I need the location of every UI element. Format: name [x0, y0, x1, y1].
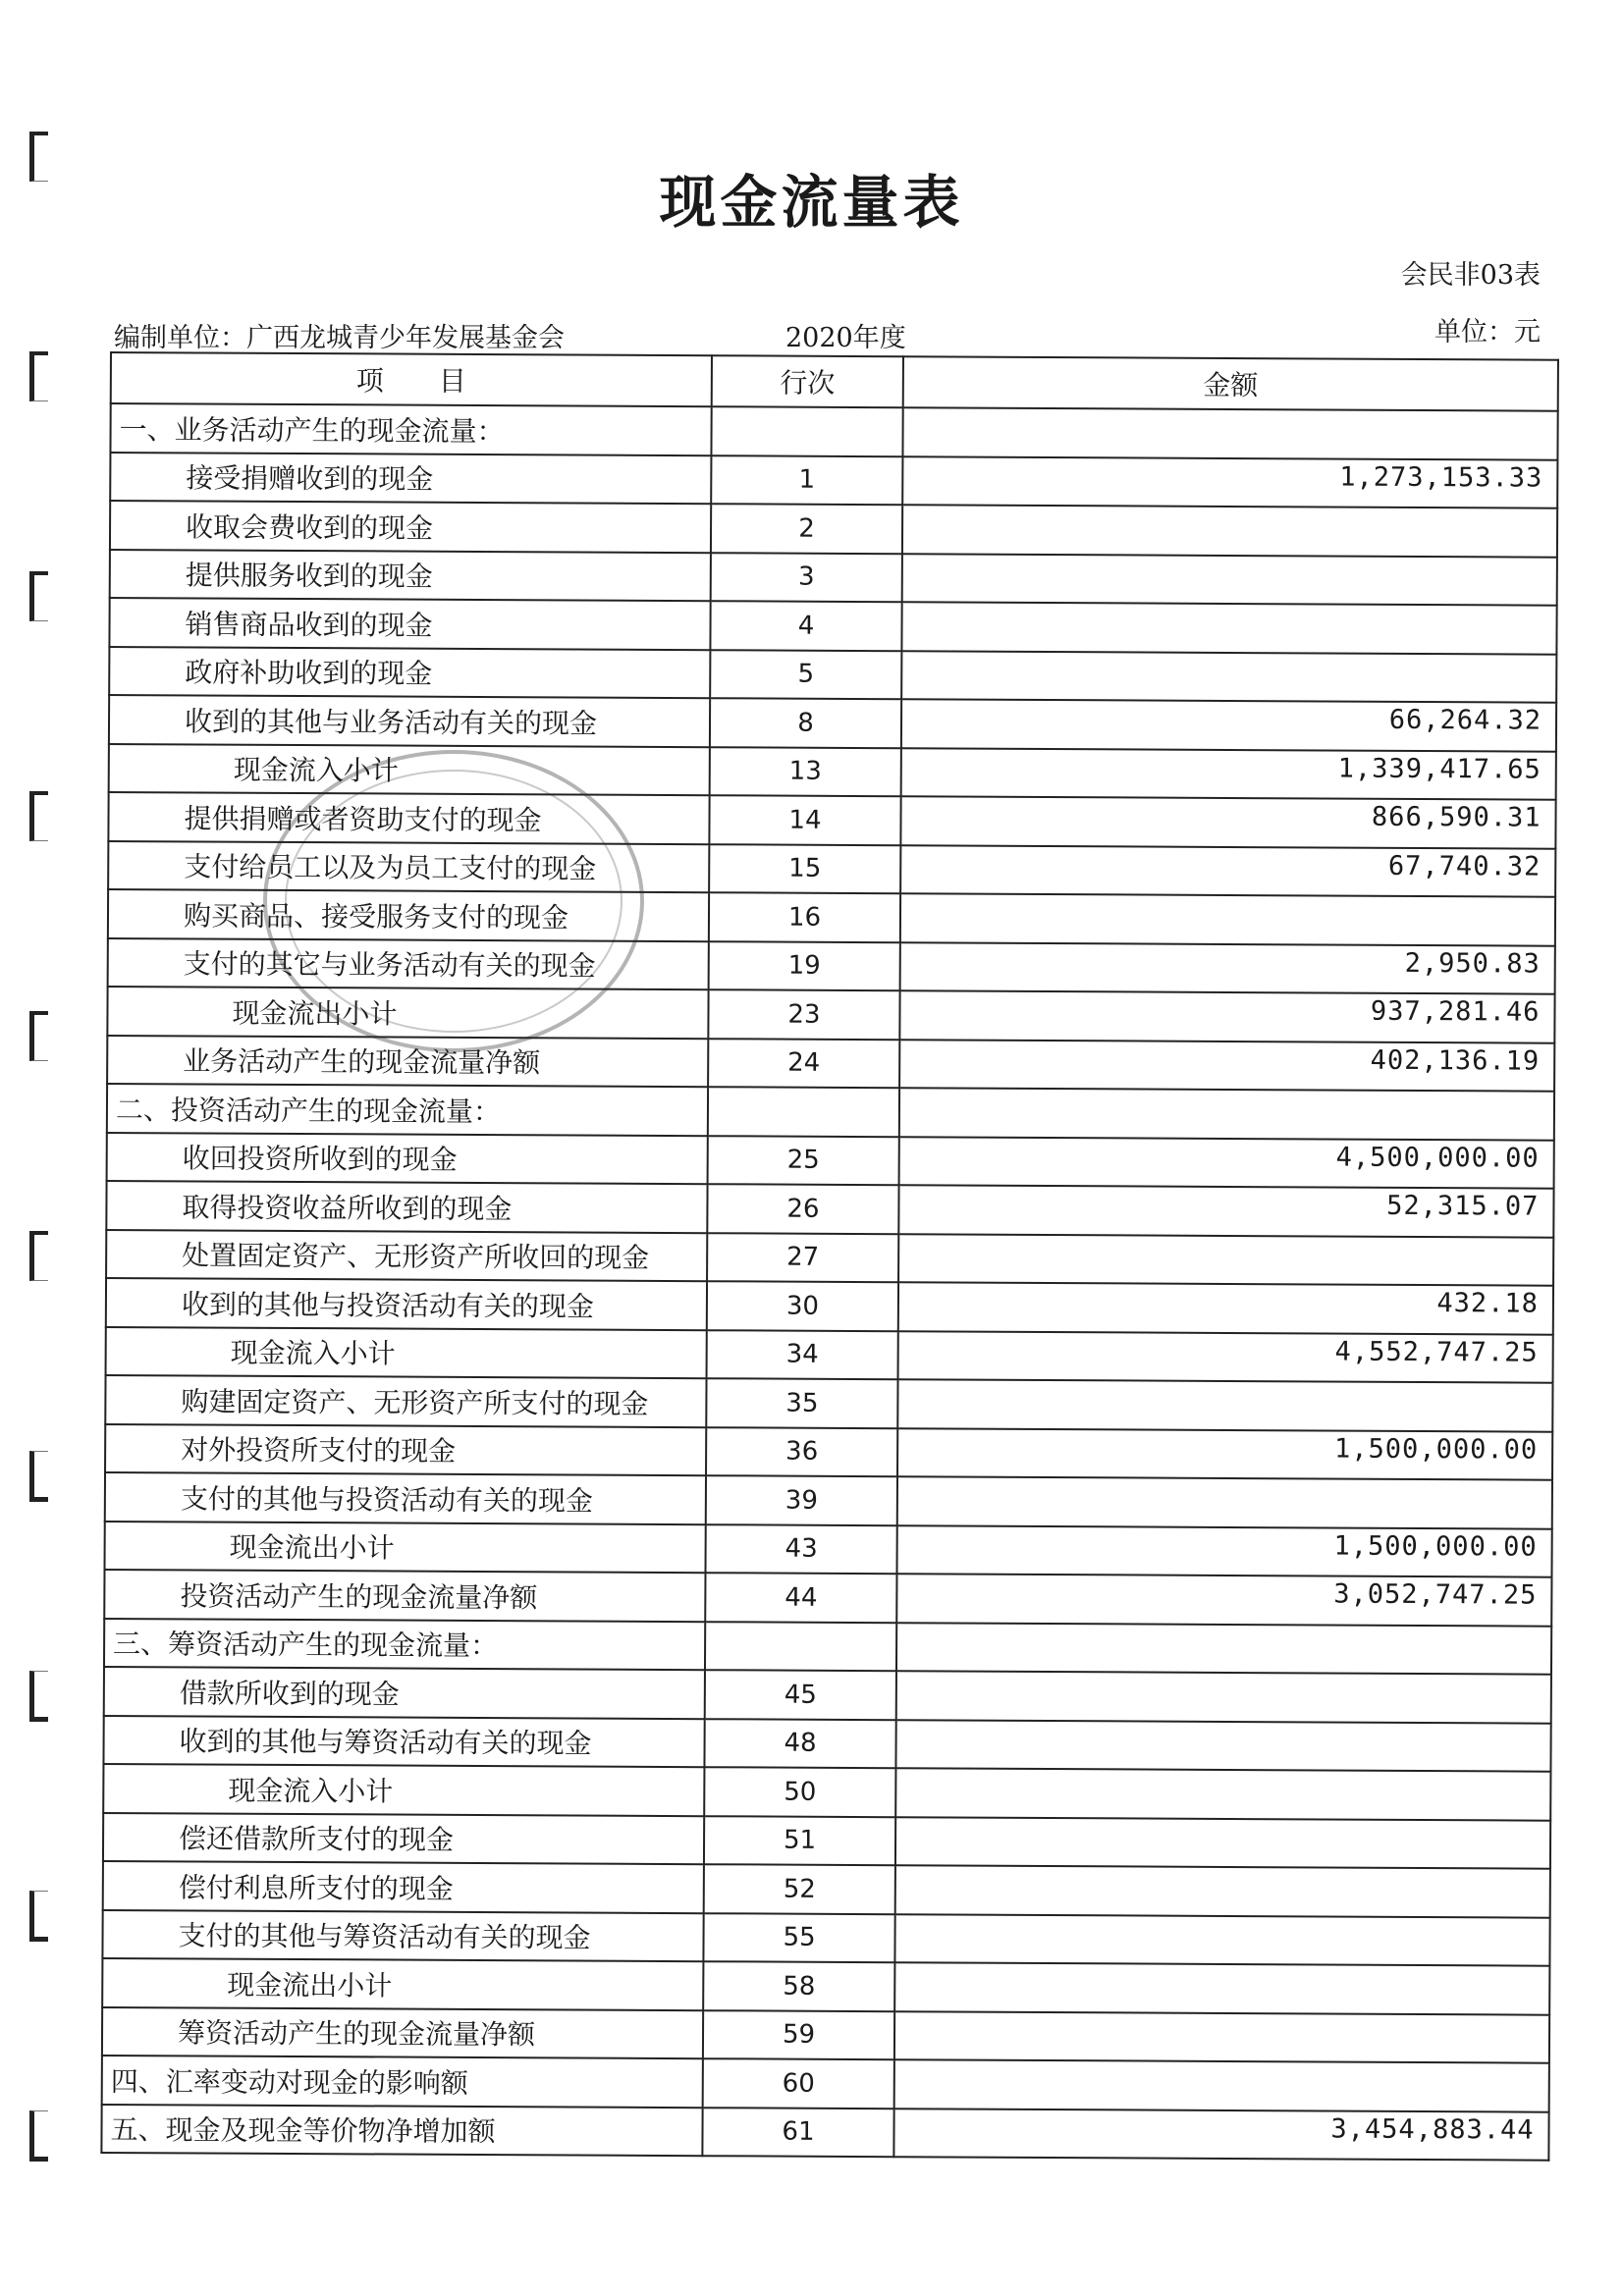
table-row	[110, 501, 1557, 557]
row-amount: 67,740.32	[900, 845, 1555, 897]
binding-mark	[29, 351, 48, 401]
row-item: 接受捐赠收到的现金	[110, 453, 711, 505]
table-row	[108, 840, 1555, 896]
row-item: 现金流入小计	[109, 743, 710, 795]
row-item: 处置固定资产、无形资产所收回的现金	[106, 1229, 707, 1281]
row-line: 51	[704, 1816, 895, 1866]
row-item: 收取会费收到的现金	[110, 501, 711, 553]
row-amount	[895, 1817, 1550, 1869]
row-amount	[897, 1476, 1552, 1528]
row-amount	[902, 407, 1557, 459]
table-row	[108, 937, 1555, 993]
table-row	[110, 550, 1557, 606]
table-row	[109, 695, 1556, 751]
table-row	[109, 647, 1556, 703]
table-row	[103, 1715, 1550, 1771]
row-item: 投资活动产生的现金流量净额	[104, 1570, 705, 1622]
row-item: 支付的其他与筹资活动有关的现金	[102, 1909, 703, 1961]
row-item: 偿还借款所支付的现金	[103, 1812, 704, 1864]
row-line: 1	[711, 455, 902, 506]
row-item: 三、筹资活动产生的现金流量：	[104, 1618, 705, 1670]
row-item: 政府补助收到的现金	[109, 647, 710, 699]
table-row	[106, 1229, 1553, 1285]
row-line: 58	[703, 1961, 894, 2011]
row-item: 支付的其他与投资活动有关的现金	[105, 1472, 706, 1524]
binding-mark	[29, 571, 48, 621]
header-item: 项 目	[111, 352, 712, 406]
table-row	[106, 1181, 1553, 1237]
table-row	[108, 889, 1555, 945]
row-line: 34	[707, 1330, 898, 1380]
row-line: 43	[705, 1524, 896, 1575]
header-amount: 金额	[903, 356, 1558, 410]
row-item: 现金流出小计	[105, 1521, 706, 1573]
row-amount	[895, 1768, 1550, 1820]
row-item: 现金流出小计	[102, 1958, 703, 2010]
row-line: 35	[706, 1378, 897, 1428]
table-row	[102, 2056, 1549, 2111]
row-item: 收到的其他与业务活动有关的现金	[109, 695, 710, 747]
row-item: 取得投资收益所收到的现金	[106, 1181, 707, 1233]
table-row	[101, 2104, 1548, 2160]
row-amount	[894, 1914, 1549, 1966]
row-amount	[899, 1088, 1554, 1140]
table-row	[105, 1521, 1552, 1576]
table-row	[104, 1667, 1551, 1723]
row-amount: 432.18	[898, 1282, 1553, 1334]
row-item: 收到的其他与筹资活动有关的现金	[103, 1715, 704, 1767]
row-item: 现金流入小计	[106, 1326, 707, 1378]
row-amount	[902, 505, 1557, 557]
row-amount: 1,500,000.00	[897, 1428, 1552, 1480]
row-item: 收到的其他与投资活动有关的现金	[106, 1278, 707, 1330]
row-item: 支付给员工以及为员工支付的现金	[108, 840, 709, 892]
row-item: 二、投资活动产生的现金流量：	[107, 1084, 708, 1136]
row-amount	[897, 1379, 1552, 1431]
table-row	[104, 1618, 1551, 1674]
row-amount	[894, 1962, 1549, 2014]
header-line: 行次	[712, 355, 903, 407]
row-amount: 52,315.07	[898, 1185, 1553, 1237]
row-item: 一、业务活动产生的现金流量：	[110, 403, 711, 455]
row-line: 61	[702, 2108, 893, 2158]
row-item: 支付的其它与业务活动有关的现金	[108, 937, 709, 989]
row-line: 8	[710, 698, 901, 748]
binding-mark	[29, 1451, 48, 1502]
row-item: 现金流入小计	[103, 1764, 704, 1816]
row-amount	[901, 651, 1556, 703]
row-line	[705, 1622, 896, 1672]
row-line: 60	[703, 2058, 894, 2109]
table-row	[110, 403, 1557, 459]
table-row	[108, 792, 1555, 848]
row-amount: 1,500,000.00	[896, 1525, 1551, 1577]
row-line: 19	[709, 941, 900, 991]
row-item: 对外投资所支付的现金	[105, 1423, 706, 1475]
table-row	[102, 2006, 1549, 2062]
table-row	[103, 1764, 1550, 1820]
row-amount	[898, 1234, 1553, 1286]
meta-row	[0, 316, 1623, 355]
row-amount: 402,136.19	[899, 1040, 1554, 1092]
cash-flow-table	[100, 351, 1559, 2162]
table-row	[109, 743, 1556, 799]
row-line: 24	[708, 1039, 899, 1089]
row-line: 3	[711, 553, 902, 603]
row-amount: 1,273,153.33	[902, 456, 1557, 508]
row-amount: 3,454,883.44	[893, 2109, 1548, 2161]
row-line: 48	[704, 1719, 895, 1769]
row-line: 14	[709, 795, 900, 845]
row-line: 26	[707, 1184, 898, 1234]
table-row	[106, 1326, 1553, 1382]
row-line: 44	[705, 1573, 896, 1623]
table-row	[105, 1472, 1552, 1528]
row-item: 销售商品收到的现金	[109, 598, 710, 650]
binding-mark	[29, 791, 48, 841]
row-line: 2	[711, 504, 902, 554]
row-line: 27	[707, 1233, 898, 1283]
row-amount: 1,339,417.65	[901, 748, 1556, 800]
row-amount: 4,552,747.25	[898, 1331, 1553, 1383]
row-amount	[902, 554, 1557, 606]
row-line: 36	[706, 1427, 897, 1477]
row-line: 4	[710, 601, 901, 651]
row-line: 25	[708, 1136, 899, 1186]
row-amount	[895, 1865, 1550, 1917]
binding-mark	[29, 2110, 48, 2162]
row-amount: 4,500,000.00	[899, 1137, 1554, 1189]
row-line: 55	[703, 1913, 894, 1963]
row-item: 购买商品、接受服务支付的现金	[108, 889, 709, 941]
table-row	[110, 453, 1557, 508]
binding-mark	[29, 1011, 48, 1061]
row-amount	[895, 1720, 1550, 1772]
table-row	[103, 1812, 1550, 1868]
row-item: 业务活动产生的现金流量净额	[107, 1035, 708, 1087]
binding-mark	[29, 1891, 48, 1942]
row-item: 四、汇率变动对现金的影响额	[102, 2056, 703, 2108]
table-row	[105, 1375, 1552, 1431]
table-row	[105, 1423, 1552, 1479]
table-row	[104, 1570, 1551, 1626]
table-row	[107, 987, 1554, 1042]
row-line: 13	[710, 747, 901, 797]
row-line: 59	[703, 2010, 894, 2060]
row-amount	[900, 893, 1555, 945]
row-amount	[894, 2011, 1549, 2063]
row-line: 45	[705, 1670, 896, 1720]
binding-mark	[29, 1231, 48, 1281]
row-amount: 2,950.83	[900, 942, 1555, 994]
table-row	[106, 1278, 1553, 1334]
row-item: 提供服务收到的现金	[110, 550, 711, 602]
org-label: 编制单位：广西龙城青少年发展基金会	[114, 323, 565, 353]
row-amount: 66,264.32	[901, 699, 1556, 751]
row-line: 52	[704, 1864, 895, 1914]
row-item: 筹资活动产生的现金流量净额	[102, 2006, 703, 2058]
binding-mark	[29, 1671, 48, 1722]
row-amount: 3,052,747.25	[896, 1574, 1551, 1626]
table-header-row	[111, 352, 1558, 411]
row-line	[711, 406, 902, 456]
row-item: 现金流出小计	[107, 987, 708, 1039]
row-item: 提供捐赠或者资助支付的现金	[108, 792, 709, 844]
row-item: 收回投资所收到的现金	[107, 1132, 708, 1184]
table-row	[107, 1132, 1554, 1188]
row-item: 购建固定资产、无形资产所支付的现金	[105, 1375, 706, 1427]
unit-label: 单位：元	[1434, 317, 1541, 347]
row-line: 16	[709, 892, 900, 942]
row-line: 23	[708, 989, 899, 1040]
row-line: 39	[706, 1475, 897, 1525]
row-amount	[901, 602, 1556, 654]
table-row	[102, 1958, 1549, 2014]
form-code: 会民非03表	[1400, 260, 1541, 291]
table-row	[107, 1084, 1554, 1140]
page-title: 现金流量表	[659, 168, 964, 236]
row-amount: 866,590.31	[900, 796, 1555, 848]
table-row	[109, 598, 1556, 654]
row-item: 五、现金及现金等价物净增加额	[101, 2104, 702, 2156]
fiscal-year: 2020年度	[785, 323, 906, 353]
table-row	[103, 1861, 1550, 1917]
row-item: 偿付利息所支付的现金	[103, 1861, 704, 1913]
row-amount	[894, 2059, 1549, 2111]
row-line	[708, 1087, 899, 1137]
table-row	[102, 1909, 1549, 1965]
row-line: 50	[704, 1767, 895, 1817]
row-amount	[896, 1623, 1551, 1675]
table-row	[107, 1035, 1554, 1091]
row-line: 15	[709, 844, 900, 894]
row-amount	[896, 1671, 1551, 1723]
row-amount: 937,281.46	[899, 990, 1554, 1042]
row-item: 借款所收到的现金	[104, 1667, 705, 1719]
row-line: 30	[707, 1281, 898, 1331]
row-line: 5	[710, 650, 901, 700]
